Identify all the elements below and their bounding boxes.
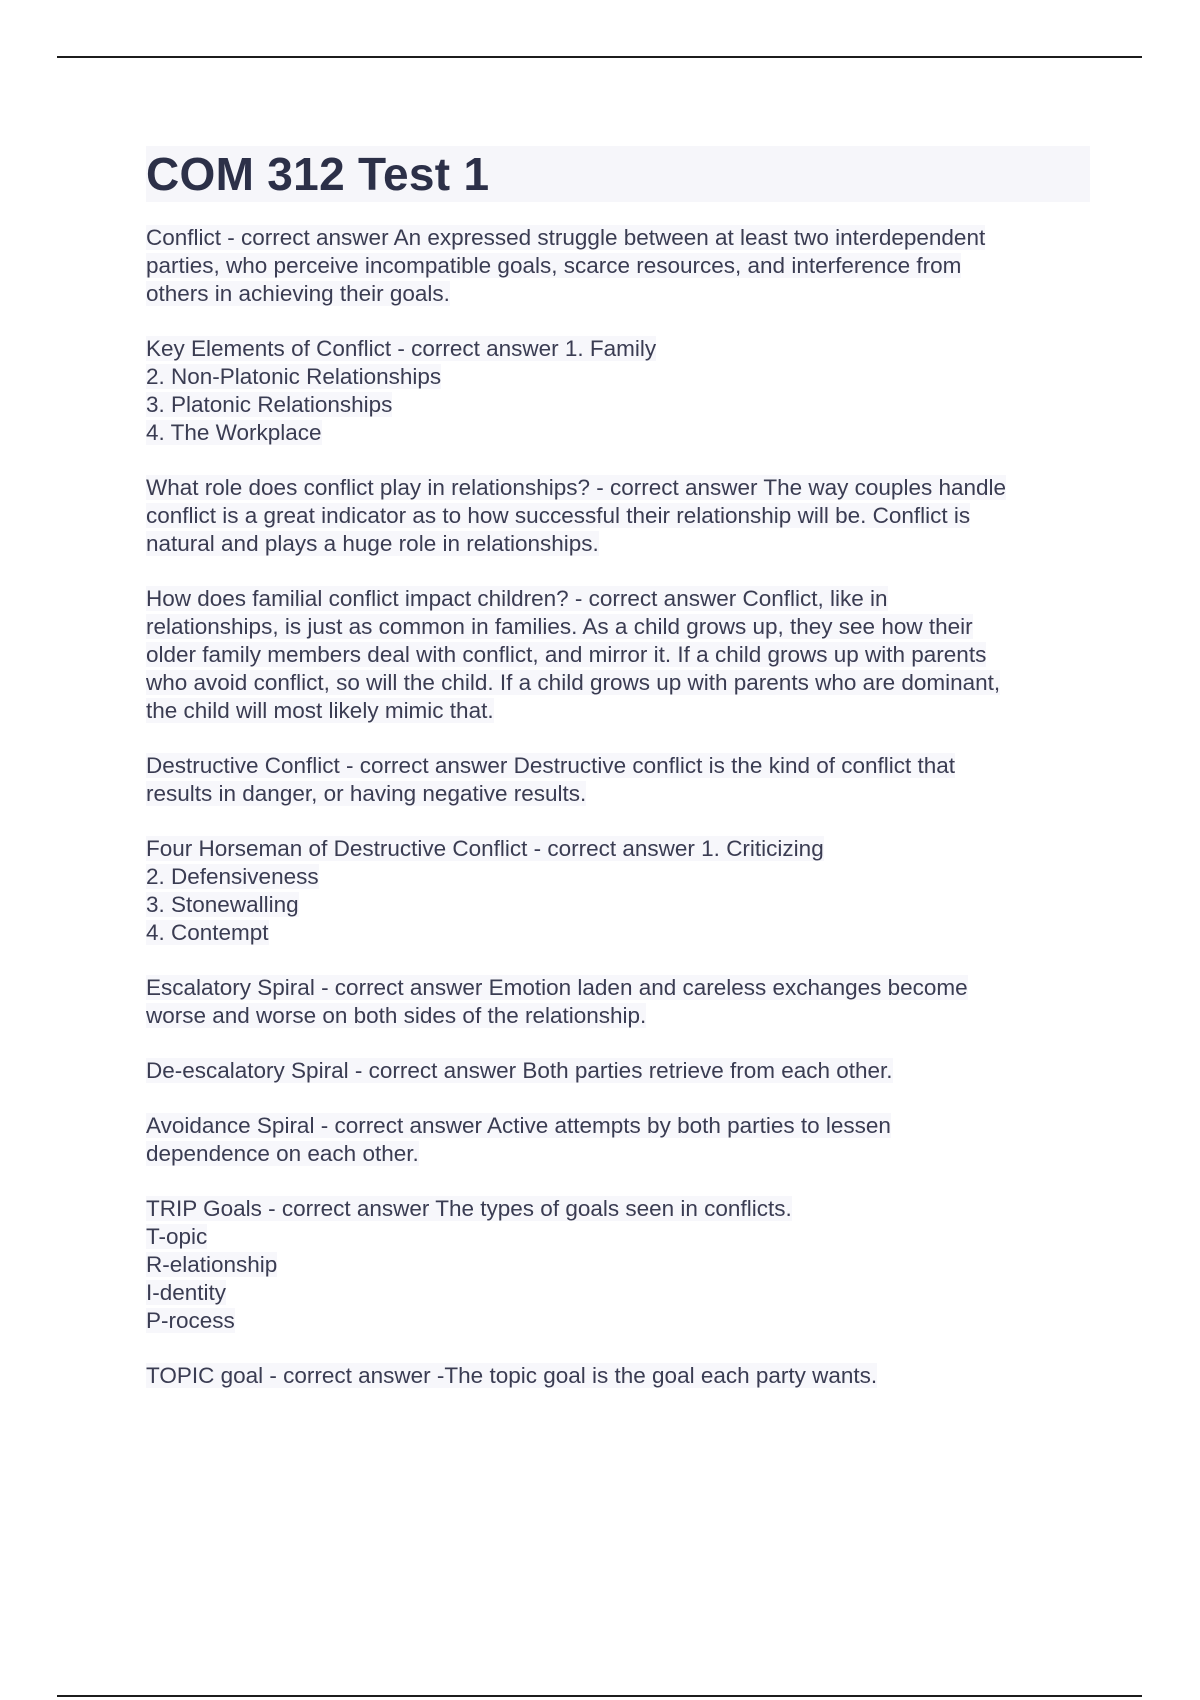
entry-line: TRIP Goals - correct answer The types of goals seen in conflicts. — [146, 1196, 792, 1221]
entry-line: P-rocess — [146, 1308, 235, 1333]
entry-line: others in achieving their goals. — [146, 281, 450, 306]
entry-line: worse and worse on both sides of the relationship. — [146, 1003, 647, 1028]
entry-line: dependence on each other. — [146, 1141, 419, 1166]
entry-line: older family members deal with conflict, and mirror it. If a child grows up with parents — [146, 642, 987, 667]
document-body — [146, 146, 1090, 1417]
bottom-rule — [57, 1695, 1142, 1697]
entry-line: Four Horseman of Destructive Conflict - correct answer 1. Criticizing — [146, 836, 824, 861]
entry-line: TOPIC goal - correct answer -The topic goal is the goal each party wants. — [146, 1363, 878, 1388]
entry-line: relationships, is just as common in families. As a child grows up, they see how their — [146, 614, 973, 639]
document-title: COM 312 Test 1 — [146, 148, 490, 200]
entry-line: 2. Defensiveness — [146, 864, 319, 889]
entry-line: 3. Platonic Relationships — [146, 392, 393, 417]
entry-trip-goals — [146, 1195, 1090, 1335]
entry-line: Destructive Conflict - correct answer Destructive conflict is the kind of conflict that — [146, 753, 956, 778]
entry-line: natural and plays a huge role in relationships. — [146, 531, 599, 556]
entry-escalatory-spiral — [146, 974, 1090, 1030]
entry-line: How does familial conflict impact children? - correct answer Conflict, like in — [146, 586, 888, 611]
title-band — [146, 146, 1090, 202]
entry-key-elements — [146, 335, 1090, 447]
entry-line: who avoid conflict, so will the child. If a child grows up with parents who are dominant, — [146, 670, 1001, 695]
entry-de-escalatory-spiral — [146, 1057, 1090, 1085]
entry-line: 4. Contempt — [146, 920, 269, 945]
entry-line: Avoidance Spiral - correct answer Active attempts by both parties to lessen — [146, 1113, 891, 1138]
entry-line: Conflict - correct answer An expressed struggle between at least two interdependent — [146, 225, 986, 250]
entry-destructive-conflict — [146, 752, 1090, 808]
entry-familial-conflict — [146, 585, 1090, 725]
entry-line: 2. Non-Platonic Relationships — [146, 364, 442, 389]
entry-line: De-escalatory Spiral - correct answer Both parties retrieve from each other. — [146, 1058, 893, 1083]
entry-topic-goal — [146, 1362, 1090, 1390]
entry-conflict-role — [146, 474, 1090, 558]
top-rule — [57, 56, 1142, 58]
entry-line: T-opic — [146, 1224, 208, 1249]
entry-line: What role does conflict play in relationships? - correct answer The way couples handle — [146, 475, 1007, 500]
entry-line: conflict is a great indicator as to how successful their relationship will be. Conflict is — [146, 503, 971, 528]
entry-line: Escalatory Spiral - correct answer Emotion laden and careless exchanges become — [146, 975, 968, 1000]
entry-line: I-dentity — [146, 1280, 227, 1305]
entry-line: parties, who perceive incompatible goals, scarce resources, and interference from — [146, 253, 962, 278]
entry-line: 4. The Workplace — [146, 420, 322, 445]
entry-line: R-elationship — [146, 1252, 278, 1277]
entry-conflict — [146, 224, 1090, 308]
entry-line: the child will most likely mimic that. — [146, 698, 494, 723]
entry-four-horseman — [146, 835, 1090, 947]
entry-line: results in danger, or having negative results. — [146, 781, 587, 806]
entry-line: 3. Stonewalling — [146, 892, 299, 917]
entry-line: Key Elements of Conflict - correct answer 1. Family — [146, 336, 657, 361]
entry-avoidance-spiral — [146, 1112, 1090, 1168]
